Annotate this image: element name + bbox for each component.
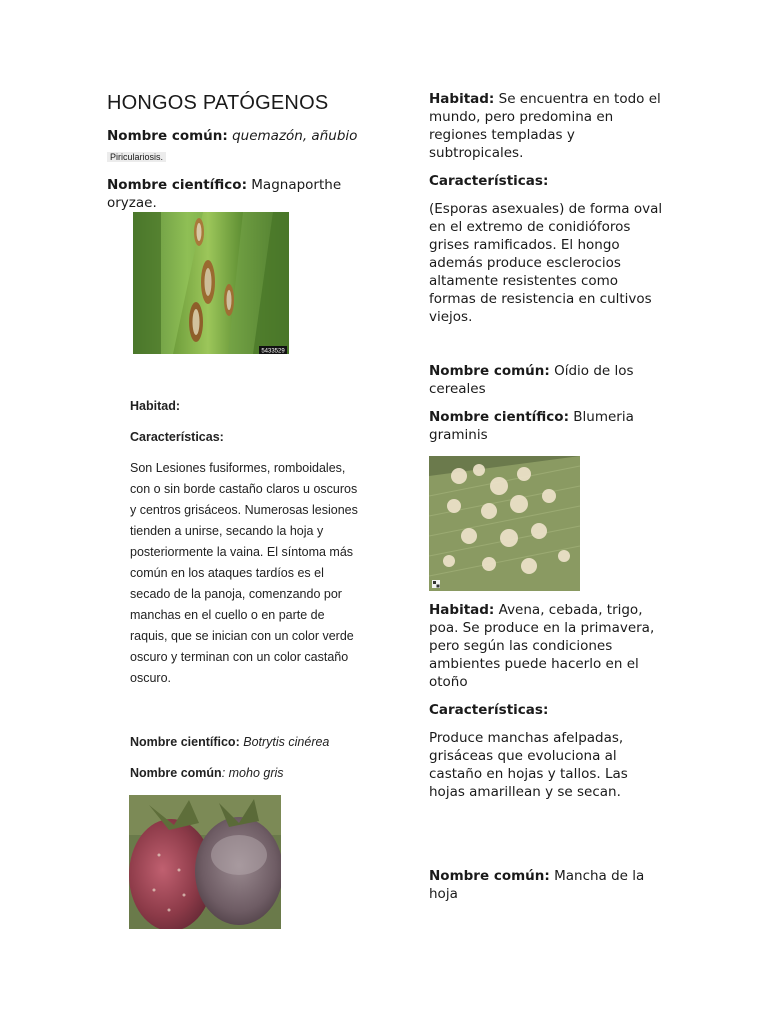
habitad-label-1: Habitad: (130, 399, 180, 413)
nombre-comun-line-2: Nombre común: moho gris (130, 766, 284, 780)
nombre-comun-value: quemazón, añubio (232, 128, 358, 144)
caracteristicas-label-1: Características: (130, 430, 224, 444)
caracteristicas-description-1: Son Lesiones fusiformes, romboidales, con o sin borde castaño claros u oscuros y centros grisáceos. Numerosas lesiones tienden a unirse, secando la hoja y posteriormente la vaina. El síntoma más común en los ataques tardíos es el secado de la panoja, comenzando por manchas en el cuello o en parte de raquis, que se inician con un color verde oscuro y terminan con un color castaño oscuro. (130, 461, 358, 685)
botrytis-fruit-image (129, 795, 281, 929)
nombre-comun-line-3: Nombre común: Oídio de los cereales (429, 363, 634, 397)
right-column (429, 90, 669, 444)
nombre-cientifico-line-3: Nombre científico: Blumeria graminis (429, 409, 634, 443)
caracteristicas-label-2: Características: (429, 173, 549, 189)
botrytis-name: Botrytis cinérea (243, 735, 330, 749)
piriculariosis-tag: Piriculariosis. (107, 152, 166, 162)
caracteristicas-description-2: (Esporas asexuales) de forma oval en el extremo de conidióforos grises ramificados. El hongo además produce esclerocios altamente resistentes como formas de resistencia en cultivos viejos. (429, 201, 663, 325)
page-title: HONGOS PATÓGENOS (107, 92, 329, 114)
caracteristicas-description-3: Produce manchas afelpadas, grisáceas que evoluciona al castaño en hojas y tallos. Las hojas amarillean y se secan. (429, 730, 628, 800)
left-column (107, 88, 377, 212)
left-section-2 (130, 396, 370, 689)
right-section-2b (429, 601, 669, 801)
nombre-cientifico-line-1 (107, 176, 377, 212)
nombre-cientifico-line-2: Nombre científico: Botrytis cinérea (130, 735, 330, 749)
nombre-comun-label: Nombre común: (107, 128, 228, 144)
rice-blast-leaf-image (133, 212, 289, 354)
nombre-comun-line-4: Nombre común: Mancha de la hoja (429, 868, 645, 902)
right-section-3 (429, 867, 669, 903)
image-caption: 5433529 (261, 348, 285, 354)
powdery-mildew-leaf-image (429, 456, 580, 591)
habitad-line-2: Habitad: Se encuentra en todo el mundo, pero predomina en regiones templadas y subtropicales. (429, 91, 661, 161)
caracteristicas-label-3: Características: (429, 702, 549, 718)
nombre-cientifico-value: Magnaporthe oryzae. (107, 177, 342, 211)
left-section-3 (130, 732, 390, 784)
nombre-comun-line-1 (107, 127, 377, 145)
habitad-line-3: Habitad: Avena, cebada, trigo, poa. Se produce en la primavera, pero según las condiciones ambientes puede hacerlo en el otoño (429, 602, 655, 690)
nombre-cientifico-label: Nombre científico: (107, 177, 247, 193)
